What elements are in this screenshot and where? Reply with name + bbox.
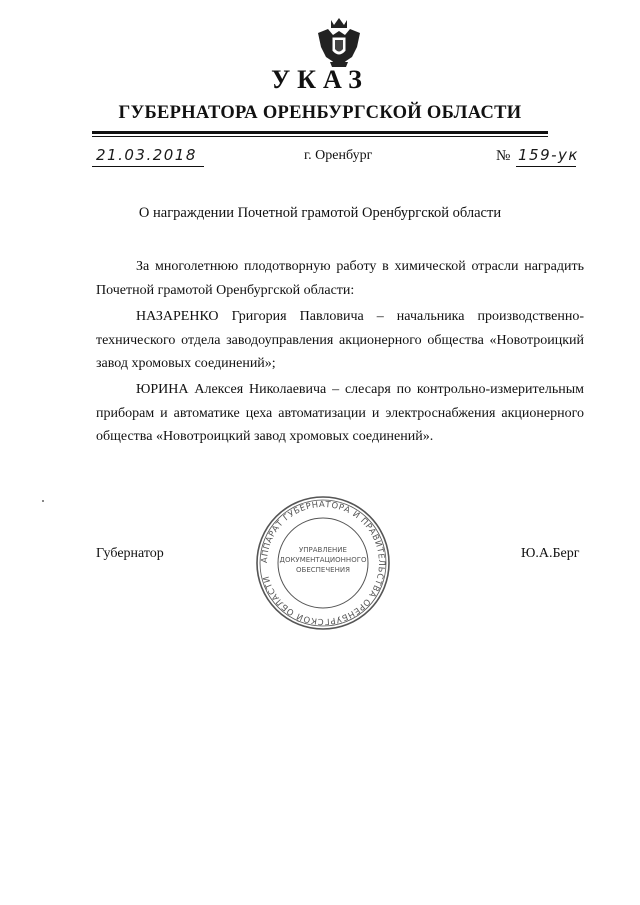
official-stamp [254,494,392,632]
header-divider-thick [92,131,548,134]
body-paragraph-3: ЮРИНА Алексея Николаевича – слесаря по контрольно-измерительным приборам и автоматике цеха автоматизации и электроснабжения акционерного общества «Новотроицкий завод хромовых соединений». [96,382,584,444]
stamp-center-line-2: ДОКУМЕНТАЦИОННОГО [279,556,367,564]
date-underline [92,166,204,167]
coat-of-arms-icon [316,17,362,69]
document-number: 159-ук [518,146,579,164]
stamp-center-line-1: УПРАВЛЕНИЕ [299,546,347,554]
document-date: 21.03.2018 [96,146,197,164]
signatory-name: Ю.А.Берг [521,546,580,561]
stamp-center-line-3: ОБЕСПЕЧЕНИЯ [296,566,350,574]
header-divider-thin [92,136,548,137]
scan-speck [42,500,44,502]
body-paragraph-2: НАЗАРЕНКО Григория Павловича – начальника производственно-технического отдела заводоуправления акционерного общества «Новотроицкий завод хромовых соединений»; [96,309,584,371]
document-title: УКАЗ [271,65,369,94]
document-city: г. Оренбург [304,148,373,163]
document-heading: О награждении Почетной грамотой Оренбургской области [138,205,502,221]
number-underline [516,166,576,167]
signatory-position: Губернатор [96,546,164,561]
stamp-ring-text: АППАРАТ ГУБЕРНАТОРА И ПРАВИТЕЛЬСТВА ОРЕНБУРГСКОЙ ОБЛАСТИ [258,498,388,628]
document-subtitle: ГУБЕРНАТОРА ОРЕНБУРГСКОЙ ОБЛАСТИ [118,103,522,123]
body-paragraph-1: За многолетнюю плодотворную работу в химической отрасли наградить Почетной грамотой Оренбургской области: [96,259,584,298]
number-label: № [496,148,511,164]
